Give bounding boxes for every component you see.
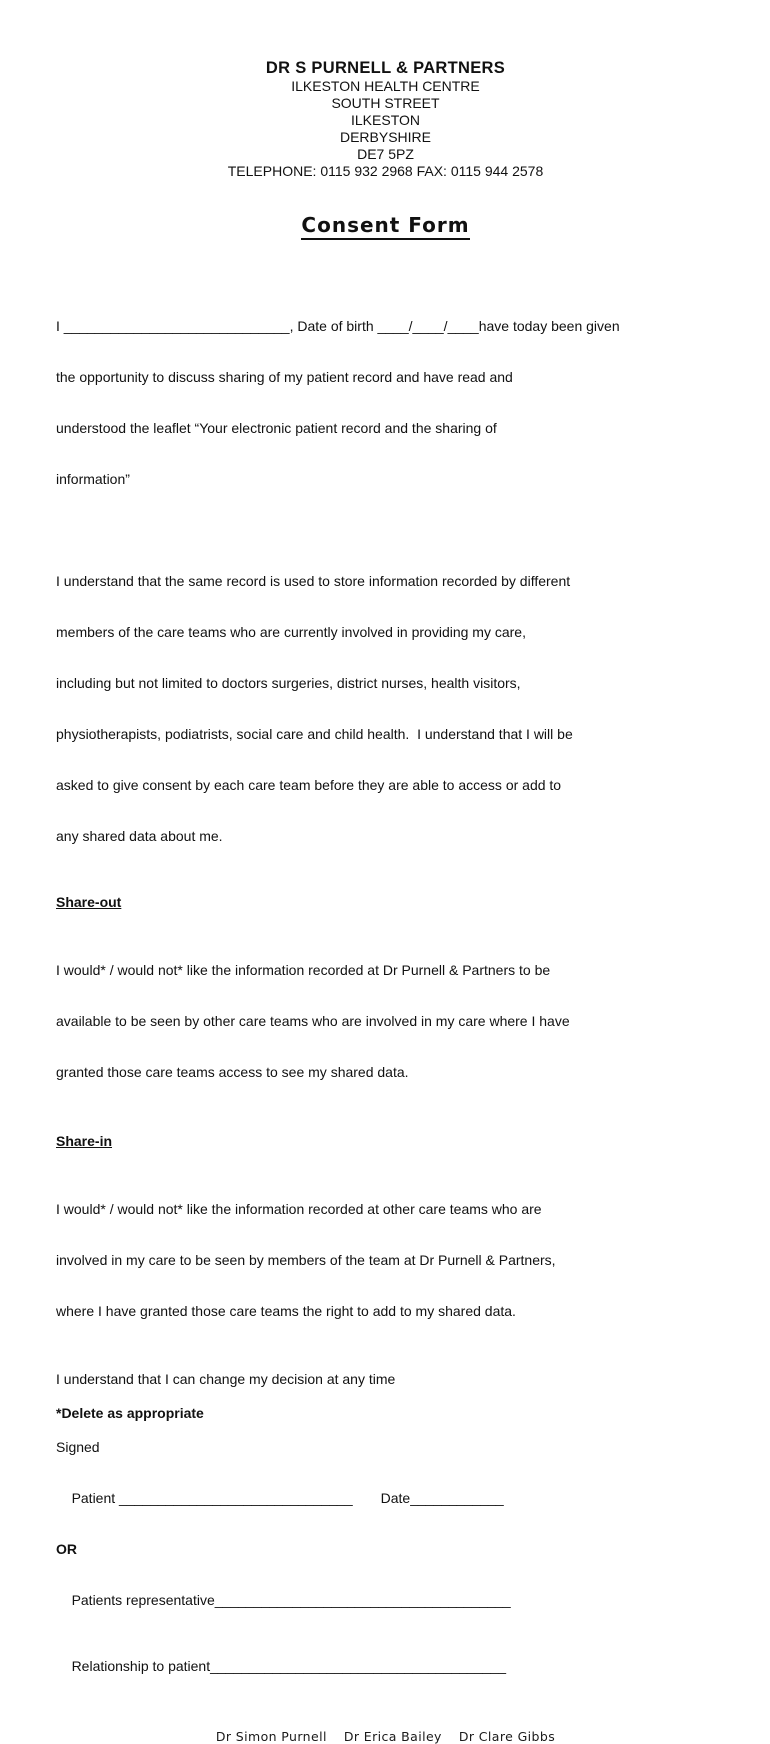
representative-line: ______________________________________ — [214, 1592, 511, 1608]
share-out-paragraph — [56, 928, 715, 1115]
paragraph-line: available to be seen by other care teams who are involved in my care where I have — [56, 1013, 570, 1029]
paragraph-line: I understand that the same record is used to store information recorded by different — [56, 573, 571, 589]
representative-label: Patients representative — [71, 1592, 215, 1608]
paragraph-line: members of the care teams who are currently involved in providing my care, — [56, 624, 526, 640]
address-line: ILKESTON — [351, 112, 420, 128]
share-in-paragraph — [56, 1167, 715, 1354]
doctor-name: Dr Simon Purnell — [215, 1729, 327, 1744]
page-title: Consent Form — [301, 213, 469, 240]
share-in-heading: Share-in — [56, 1133, 113, 1149]
intro-paragraph — [56, 284, 715, 522]
paragraph-line: I would* / would not* like the information recorded at Dr Purnell & Partners to be — [56, 962, 551, 978]
doctor-name: Dr Erica Bailey — [343, 1729, 442, 1744]
title-wrap — [56, 213, 715, 240]
signed-label: Signed — [56, 1439, 100, 1455]
relationship-label: Relationship to patient — [71, 1658, 211, 1674]
paragraph-line: I _____________________________, Date of birth ____/____/____have today been given — [56, 318, 620, 334]
or-label: OR — [56, 1541, 77, 1557]
paragraph-line: asked to give consent by each care team before they are able to access or add to — [56, 777, 562, 793]
date-line: ____________ — [410, 1490, 504, 1506]
address-line: DERBYSHIRE — [339, 129, 432, 145]
relationship-row — [56, 1641, 715, 1692]
change-decision-line: I understand that I can change my decision at any time — [56, 1371, 396, 1387]
paragraph-line: where I have granted those care teams the right to add to my shared data. — [56, 1303, 516, 1319]
paragraph-line: involved in my care to be seen by members of the team at Dr Purnell & Partners, — [56, 1252, 556, 1268]
patient-signature-line: ______________________________ — [119, 1490, 353, 1506]
representative-row — [56, 1575, 715, 1626]
patient-signature-row — [56, 1473, 715, 1524]
record-use-paragraph — [56, 539, 715, 879]
doctors-footer — [56, 1729, 715, 1744]
practice-name: DR S PURNELL & PARTNERS — [265, 59, 506, 77]
paragraph-line: I would* / would not* like the information recorded at other care teams who are — [56, 1201, 542, 1217]
address-line: ILKESTON HEALTH CENTRE — [291, 78, 480, 94]
paragraph-line: granted those care teams access to see my shared data. — [56, 1064, 409, 1080]
paragraph-line: the opportunity to discuss sharing of my patient record and have read and — [56, 369, 513, 385]
delete-as-appropriate-note: *Delete as appropriate — [56, 1405, 204, 1421]
telephone-fax-line: TELEPHONE: 0115 932 2968 FAX: 0115 944 2578 — [227, 163, 544, 179]
paragraph-line: physiotherapists, podiatrists, social care and child health. I understand that I will be — [56, 726, 573, 742]
doctor-name: Dr Clare Gibbs — [458, 1729, 556, 1744]
address-line: DE7 5PZ — [357, 146, 414, 162]
paragraph-line: any shared data about me. — [56, 828, 223, 844]
relationship-line: ______________________________________ — [210, 1658, 506, 1674]
paragraph-line: including but not limited to doctors surgeries, district nurses, health visitors, — [56, 675, 521, 691]
patient-label: Patient — [71, 1490, 120, 1506]
share-out-heading: Share-out — [56, 894, 122, 910]
date-group — [381, 1490, 504, 1506]
paragraph-line: information” — [56, 471, 130, 487]
address-line: SOUTH STREET — [331, 95, 440, 111]
date-label: Date — [380, 1490, 411, 1506]
paragraph-line: understood the leaflet “Your electronic patient record and the sharing of — [56, 420, 497, 436]
letterhead — [56, 58, 715, 180]
